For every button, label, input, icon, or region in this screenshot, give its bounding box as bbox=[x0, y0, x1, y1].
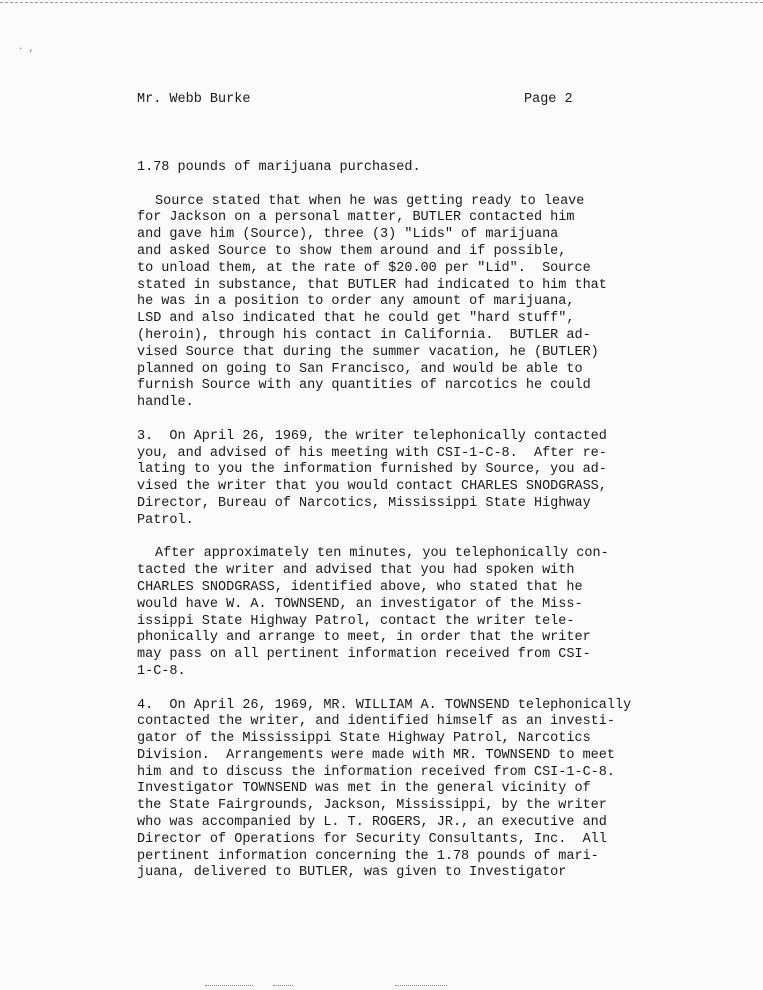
paragraph-source-statement bbox=[137, 194, 697, 412]
text-line: LSD and also indicated that he could get "hard stuff", bbox=[137, 311, 575, 327]
page-top-edge bbox=[0, 2, 763, 3]
scan-speck: · , bbox=[18, 44, 35, 54]
text-line: and gave him (Source), three (3) "Lids" of marijuana bbox=[137, 227, 559, 243]
text-line: Director, Bureau of Narcotics, Mississippi State Highway bbox=[137, 495, 591, 511]
text-line: juana, delivered to BUTLER, was given to Investigator bbox=[137, 865, 567, 881]
text-line: planned on going to San Francisco, and would be able to bbox=[137, 361, 583, 377]
text-line: for Jackson on a personal matter, BUTLER contacted him bbox=[137, 210, 575, 226]
paragraph-opening bbox=[137, 160, 697, 177]
text-line: lating to you the information furnished by Source, you ad- bbox=[137, 462, 607, 478]
text-line: Investigator TOWNSEND was met in the general vicinity of bbox=[137, 781, 591, 797]
text-line: you, and advised of his meeting with CSI-1-C-8. After re- bbox=[137, 445, 607, 461]
text-line: issippi State Highway Patrol, contact the writer tele- bbox=[137, 613, 575, 629]
text-line: 1.78 pounds of marijuana purchased. bbox=[137, 160, 421, 175]
paragraph-item-4 bbox=[137, 698, 697, 883]
text-line: Source stated that when he was getting ready to leave bbox=[155, 193, 585, 209]
text-line: handle. bbox=[137, 395, 194, 411]
text-line: he was in a position to order any amount of marijuana, bbox=[137, 294, 575, 310]
addressee: Mr. Webb Burke bbox=[137, 92, 251, 107]
page-number: Page 2 bbox=[524, 92, 573, 107]
text-line: who was accompanied by L. T. ROGERS, JR., an executive and bbox=[137, 815, 607, 831]
scan-bottom-marks bbox=[205, 985, 465, 987]
text-line: the State Fairgrounds, Jackson, Mississippi, by the writer bbox=[137, 798, 607, 814]
text-line: vised the writer that you would contact CHARLES SNODGRASS, bbox=[137, 479, 607, 495]
text-line: furnish Source with any quantities of narcotics he could bbox=[137, 378, 591, 394]
text-line: CHARLES SNODGRASS, identified above, who stated that he bbox=[137, 579, 583, 595]
text-line: to unload them, at the rate of $20.00 per "Lid". Source bbox=[137, 260, 591, 276]
text-line: may pass on all pertinent information received from CSI- bbox=[137, 647, 591, 663]
text-line: and asked Source to show them around and if possible, bbox=[137, 243, 567, 259]
text-line: pertinent information concerning the 1.78 pounds of mari- bbox=[137, 848, 599, 864]
text-line: stated in substance, that BUTLER had indicated to him that bbox=[137, 277, 607, 293]
text-line: Director of Operations for Security Consultants, Inc. All bbox=[137, 831, 607, 847]
text-line: After approximately ten minutes, you telephonically con- bbox=[155, 546, 609, 562]
text-line: 4. On April 26, 1969, MR. WILLIAM A. TOWNSEND telephonically bbox=[137, 697, 632, 713]
text-line: 1-C-8. bbox=[137, 663, 186, 679]
letter-header bbox=[137, 92, 597, 110]
text-line: Patrol. bbox=[137, 512, 194, 528]
text-line: tacted the writer and advised that you had spoken with bbox=[137, 563, 575, 579]
text-line: 3. On April 26, 1969, the writer telephonically contacted bbox=[137, 428, 607, 444]
letter-body bbox=[137, 160, 697, 899]
text-line: phonically and arrange to meet, in order that the writer bbox=[137, 630, 591, 646]
text-line: (heroin), through his contact in California. BUTLER ad- bbox=[137, 327, 591, 343]
text-line: vised Source that during the summer vacation, he (BUTLER) bbox=[137, 344, 599, 360]
paragraph-followup bbox=[137, 546, 697, 680]
text-line: contacted the writer, and identified himself as an investi- bbox=[137, 714, 615, 730]
text-line: gator of the Mississippi State Highway Patrol, Narcotics bbox=[137, 731, 591, 747]
text-line: Division. Arrangements were made with MR. TOWNSEND to meet bbox=[137, 747, 615, 763]
text-line: would have W. A. TOWNSEND, an investigator of the Miss- bbox=[137, 596, 583, 612]
paragraph-item-3 bbox=[137, 429, 697, 530]
text-line: him and to discuss the information received from CSI-1-C-8. bbox=[137, 764, 615, 780]
